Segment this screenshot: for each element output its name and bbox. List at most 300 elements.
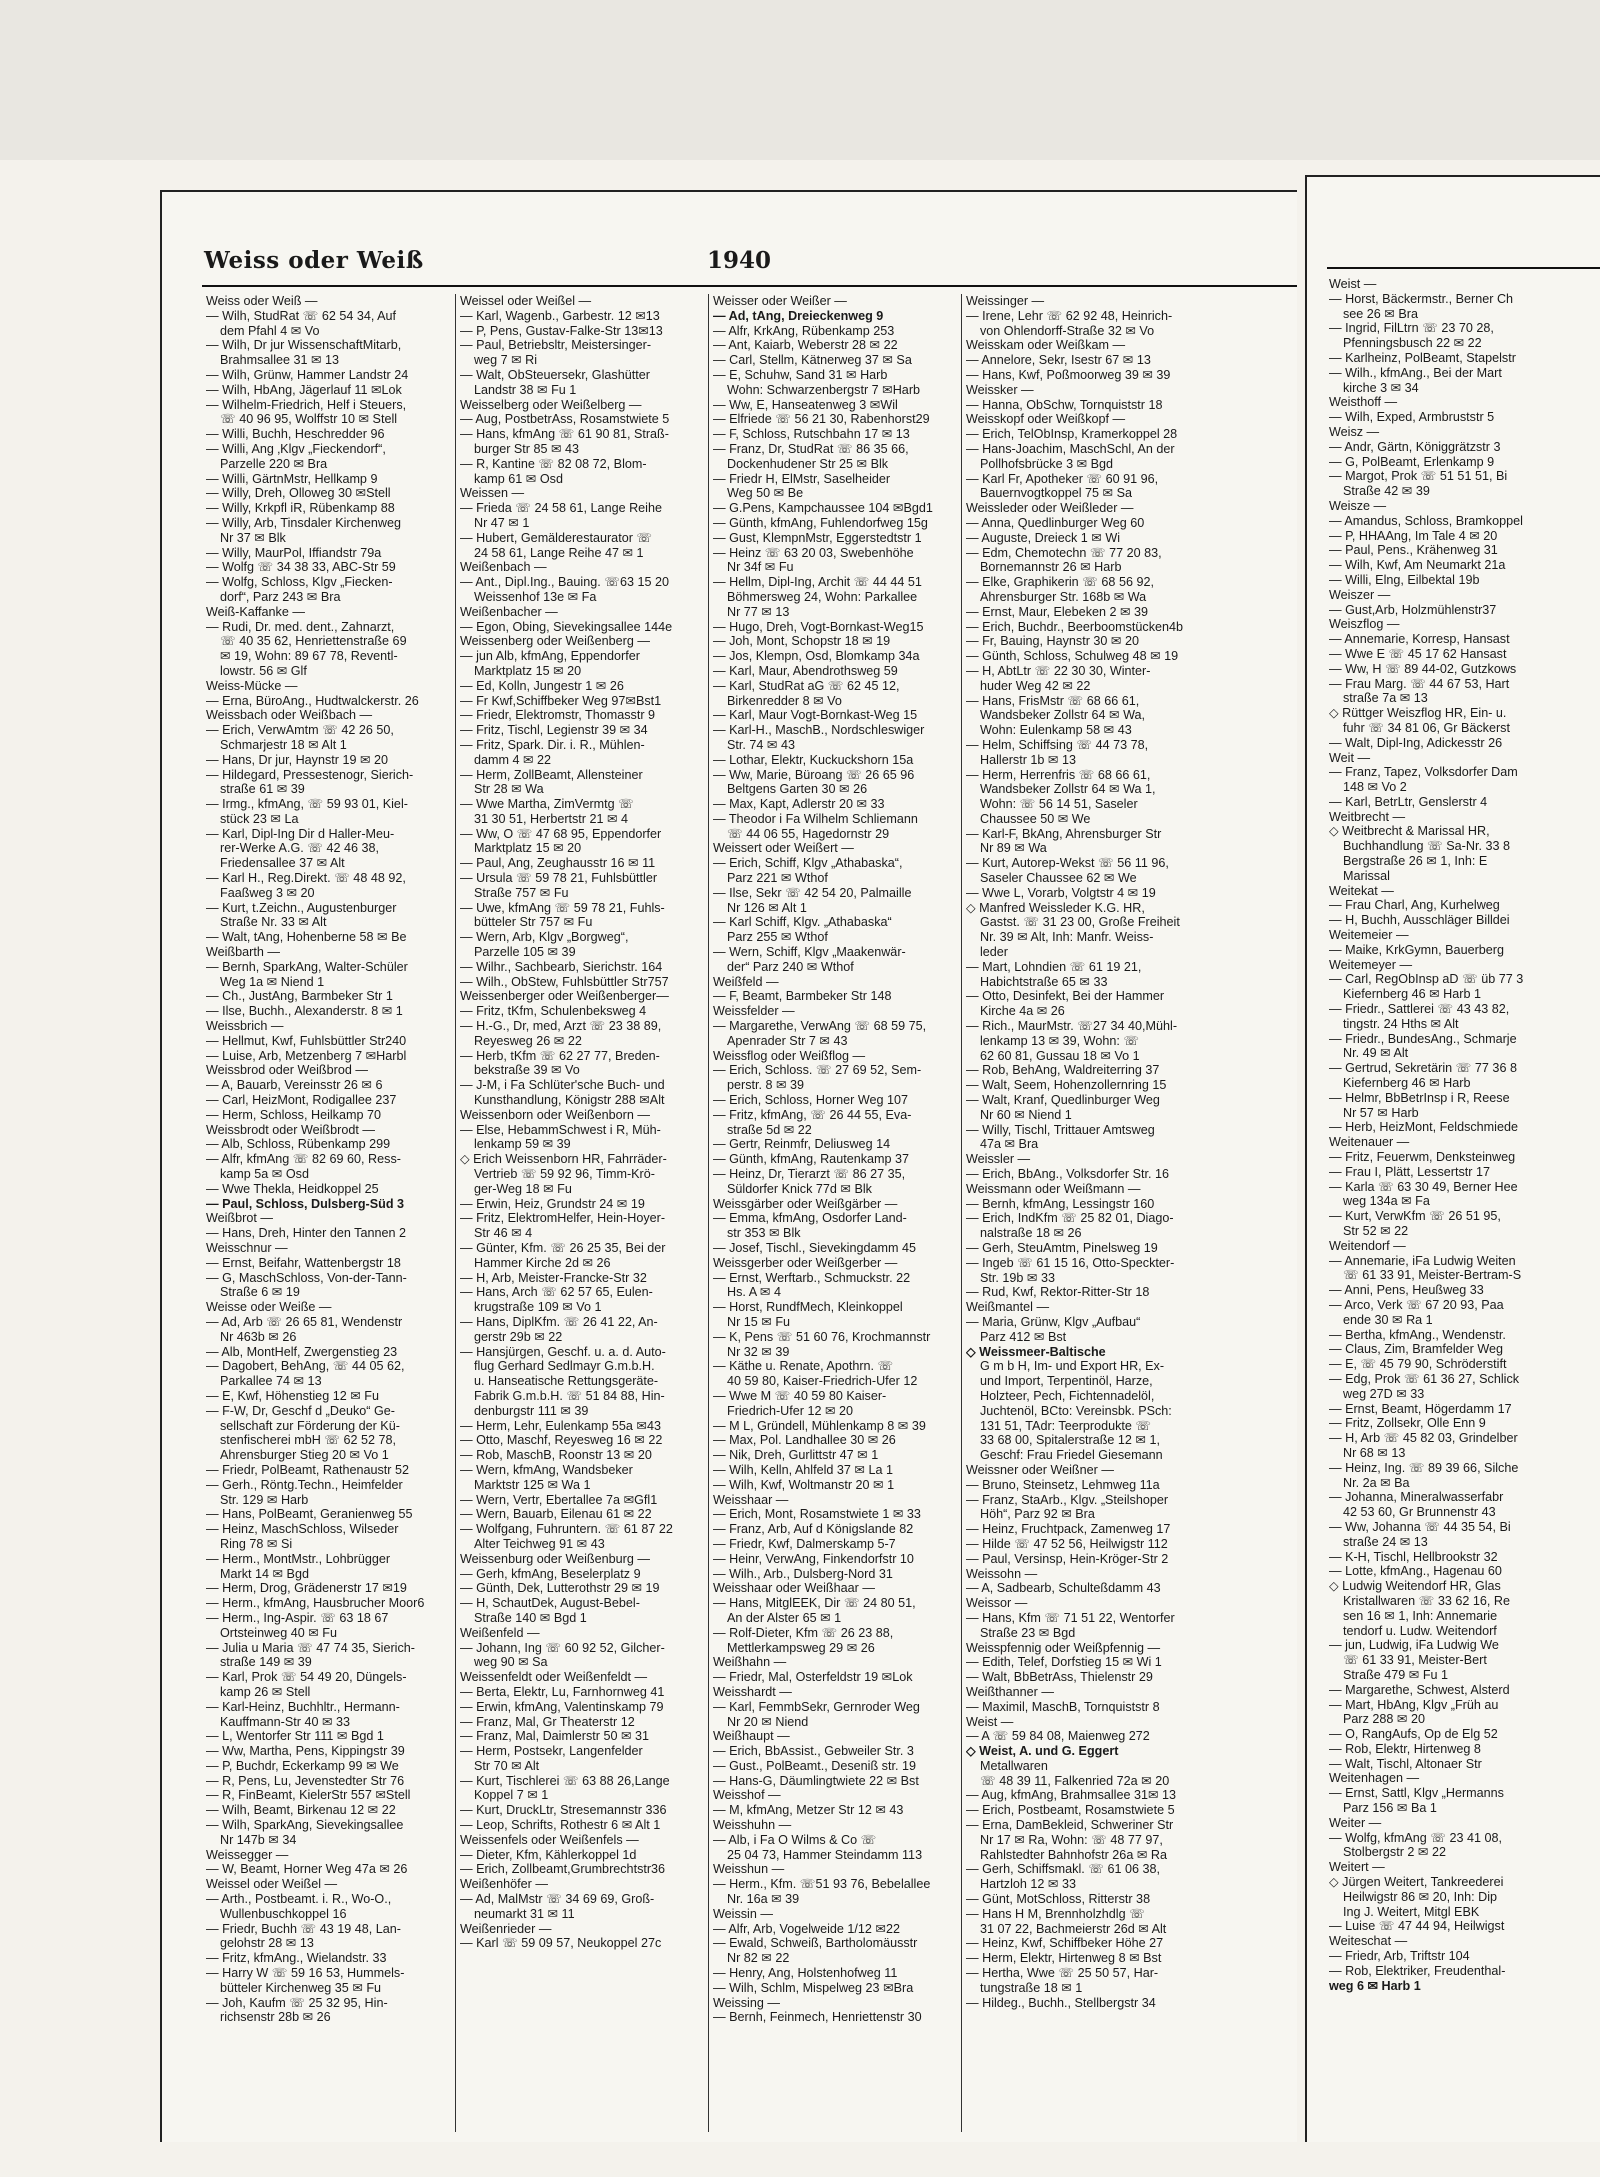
directory-entry: — Hertha, Wwe ☏ 25 50 57, Har- [966, 1966, 1159, 1981]
directory-entry: Weissenhof 13e ✉ Fa [474, 589, 597, 604]
directory-entry: nalstraße 18 ✉ 26 [980, 1226, 1082, 1241]
directory-entry: — Walt, Tischl, Altonaer Str [1329, 1756, 1482, 1771]
directory-entry: Böhmersweg 24, Wohn: Parkallee [727, 589, 918, 604]
directory-entry: — Hans H M, Brennholzhdlg ☏ [966, 1906, 1145, 1921]
directory-entry: — Ch., JustAng, Barmbeker Str 1 [206, 989, 393, 1004]
directory-entry: — Erich, Mont, Rosamstwiete 1 ✉ 33 [713, 1507, 921, 1522]
directory-entry: — Erich, IndKfm ☏ 25 82 01, Diago- [966, 1211, 1174, 1226]
directory-entry: — Ant., Dipl.Ing., Bauing. ☏63 15 20 [460, 575, 669, 590]
page-year: 1940 [707, 247, 772, 274]
directory-entry: gelohstr 28 ✉ 13 [220, 1936, 314, 1951]
entry-heading: Weisshardt — [713, 1684, 792, 1699]
directory-entry: — Erwin, kfmAng, Valentinskamp 79 [460, 1699, 664, 1714]
next-page-edge [1305, 175, 1600, 2142]
directory-entry: — H.-G., Dr, med, Arzt ☏ 23 38 89, [460, 1019, 662, 1034]
directory-entry: — Amandus, Schloss, Bramkoppel [1329, 513, 1523, 528]
directory-entry: — Theodor i Fa Wilhelm Schliemann [713, 811, 918, 826]
directory-entry: — A, Bauarb, Vereinsstr 26 ✉ 6 [206, 1078, 383, 1093]
directory-entry: — Wern, Arb, Klgv „Borgweg“, [460, 930, 629, 945]
directory-entry: — Aug, kfmAng, Brahmsallee 31✉ 13 [966, 1788, 1177, 1803]
directory-entry: Wohn: Schwarzenbergstr 7 ✉Harb [727, 382, 921, 397]
directory-entry: — Erich, BbAssist., Gebweiler Str. 3 [713, 1744, 914, 1759]
directory-entry: Nr 37 ✉ Blk [220, 530, 286, 545]
directory-entry: — Annelore, Sekr, Isestr 67 ✉ 13 [966, 353, 1151, 368]
directory-entry: — Hugo, Dreh, Vogt-Bornkast-Weg15 [713, 619, 924, 634]
header-rule [202, 285, 1297, 287]
directory-entry: — Helm, Schiffsing ☏ 44 73 78, [966, 737, 1149, 752]
directory-entry: — Wilh, Grünw, Hammer Landstr 24 [206, 367, 409, 382]
directory-entry: — Ww, E, Hanseatenweg 3 ✉Wil [713, 397, 898, 412]
directory-entry: ◇ Weist, A. und G. Eggert [966, 1744, 1119, 1759]
directory-entry: — Josef, Tischl., Sievekingdamm 45 [713, 1241, 916, 1255]
directory-entry: — Hans, PolBeamt, Geranienweg 55 [206, 1507, 413, 1522]
directory-entry: — Maximil, MaschB, Tornquiststr 8 [966, 1699, 1160, 1714]
directory-entry: — jun Alb, kfmAng, Eppendorfer [460, 649, 640, 664]
entry-heading: Weissgärber oder Weißgärber — [713, 1196, 898, 1211]
directory-entry: — Karl, StudRat aG ☏ 62 45 12, [713, 678, 900, 693]
directory-entry: Parz 412 ✉ Bst [980, 1329, 1067, 1344]
directory-entry: Straße 757 ✉ Fu [474, 885, 569, 900]
directory-entry: — Hubert, Gemälderestaurator ☏ [460, 530, 653, 545]
directory-entry: Str 28 ✉ Wa [474, 782, 544, 797]
directory-entry: Parz 288 ✉ 20 [1343, 1712, 1425, 1727]
column-1 [202, 294, 455, 2132]
directory-entry: — Maria, Grünw, Klgv „Aufbau“ [966, 1314, 1141, 1329]
directory-entry: — Wilh., Arb., Dulsberg-Nord 31 [713, 1566, 893, 1581]
directory-entry: Kirche 4a ✉ 26 [980, 1004, 1065, 1019]
directory-entry: — Erich, BbAng., Volksdorfer Str. 16 [966, 1167, 1169, 1182]
directory-entry: — Wilh, Exped, Armbruststr 5 [1329, 410, 1495, 425]
directory-entry: — Franz, Arb, Auf d Königslande 82 [713, 1522, 914, 1537]
directory-entry: — Erich, Buchdr., Beerboomstücken4b [966, 619, 1184, 634]
directory-entry: Reyesweg 26 ✉ 22 [474, 1033, 582, 1048]
directory-entry: Alter Teichweg 91 ✉ 43 [474, 1536, 605, 1551]
directory-entry: — Horst, RundfMech, Kleinkoppel [713, 1300, 903, 1315]
directory-entry: — Annemarie, iFa Ludwig Weiten [1329, 1253, 1516, 1268]
directory-entry: — Karl-H., MaschB., Nordschleswiger [713, 723, 925, 738]
directory-entry: — Gerh, kfmAng, Beselerplatz 9 [460, 1566, 641, 1581]
entry-heading: Weissegger — [206, 1847, 289, 1862]
directory-entry: Stolbergstr 2 ✉ 22 [1343, 1845, 1446, 1860]
directory-entry: — Gertr, Reinmfr, Deliusweg 14 [713, 1137, 891, 1152]
directory-entry: Nr 77 ✉ 13 [727, 604, 790, 619]
entry-heading: Weissinger — [966, 294, 1045, 308]
directory-entry: — K, Pens ☏ 51 60 76, Krochmannstr [713, 1329, 931, 1344]
directory-entry: — Friedr, Kwf, Dalmerskamp 5-7 [713, 1536, 896, 1551]
directory-entry: — Hans, Dreh, Hinter den Tannen 2 [206, 1226, 406, 1241]
directory-entry: — Karl, BetrLtr, Genslerstr 4 [1329, 794, 1488, 809]
directory-entry: Nr 57 ✉ Harb [1343, 1105, 1419, 1120]
directory-entry: Ahrensburger Str. 168b ✉ Wa [980, 589, 1147, 604]
directory-entry: Saseler Chaussee 62 ✉ We [980, 871, 1137, 886]
entry-heading: Weisshof — [713, 1788, 781, 1803]
directory-entry: Str. 129 ✉ Harb [220, 1492, 309, 1507]
directory-entry: — Wolfgang, Fuhruntern. ☏ 61 87 22 [460, 1522, 673, 1537]
directory-entry: — Annemarie, Korresp, Hansast [1329, 632, 1510, 647]
directory-entry: — Wwe E ☏ 45 17 62 Hansast [1329, 646, 1507, 661]
directory-entry: flug Gerhard Sedlmayr G.m.b.H. [474, 1359, 655, 1374]
directory-entry: Dockenhudener Str 25 ✉ Blk [727, 456, 889, 471]
directory-entry: — Erich, TelObInsp, Kramerkoppel 28 [966, 427, 1178, 442]
directory-entry: Marissal [1343, 868, 1390, 883]
directory-entry: — Friedr., BundesAng., Schmarje [1329, 1031, 1517, 1046]
directory-entry: straße 61 ✉ 39 [220, 782, 305, 797]
directory-entry: — Günt, MotSchloss, Ritterstr 38 [966, 1892, 1151, 1907]
directory-entry: — Fritz, Zollsekr, Olle Enn 9 [1329, 1416, 1486, 1431]
directory-entry: — Walt, Seem, Hohenzollernring 15 [966, 1078, 1167, 1093]
directory-entry: — Kurt, VerwKfm ☏ 26 51 95, [1329, 1209, 1501, 1224]
directory-entry: Nr 82 ✉ 22 [727, 1951, 790, 1966]
entry-heading: Weiter — [1329, 1815, 1382, 1830]
directory-entry: — E, Kwf, Höhenstieg 12 ✉ Fu [206, 1388, 379, 1403]
directory-entry: ◇ Ludwig Weitendorf HR, Glas [1329, 1579, 1501, 1594]
directory-entry: — Margarethe, VerwAng ☏ 68 59 75, [713, 1019, 927, 1034]
directory-entry: — Otto, Desinfekt, Bei der Hammer [966, 989, 1165, 1004]
directory-entry: — Arth., Postbeamt. i. R., Wo-O., [206, 1892, 392, 1907]
directory-entry: — Heinz, Ing. ☏ 89 39 66, Silche [1329, 1460, 1519, 1475]
directory-entry: und Import, Terpentinöl, Harze, [980, 1374, 1153, 1389]
directory-entry: — Max, Kapt, Adlerstr 20 ✉ 33 [713, 797, 885, 812]
directory-entry: — Ed, Kolln, Jungestr 1 ✉ 26 [460, 678, 624, 693]
directory-entry: — Dagobert, BehAng, ☏ 44 05 62, [206, 1359, 405, 1374]
directory-entry: — Günth, Schloss, Schulweg 48 ✉ 19 [966, 649, 1179, 664]
directory-entry: — H, SchautDek, August-Bebel- [460, 1596, 640, 1611]
directory-entry: lenkamp 13 ✉ 39, Wohn: ☏ [980, 1033, 1140, 1048]
directory-entry: — Erich, Schloss. ☏ 27 69 52, Sem- [713, 1063, 922, 1078]
directory-entry: Str. 74 ✉ 43 [727, 737, 795, 752]
entry-heading: Weissbrich — [206, 1019, 284, 1034]
directory-entry: kamp 5a ✉ Osd [220, 1167, 309, 1182]
directory-entry: — Herm., kfmAng, Hausbrucher Moor6 [206, 1596, 425, 1611]
entry-heading: Weiteschat — [1329, 1934, 1408, 1949]
directory-entry: Parz 255 ✉ Wthof [727, 930, 828, 945]
directory-entry: — Heinr, VerwAng, Finkendorfstr 10 [713, 1551, 914, 1566]
directory-page [160, 190, 1297, 2142]
directory-entry: — Hans-G, Däumlingtwiete 22 ✉ Bst [713, 1773, 919, 1788]
directory-entry: — Erna, BüroAng., Hudtwalckerstr. 26 [206, 693, 419, 708]
directory-entry: ☏ 40 96 95, Wolffstr 10 ✉ Stell [220, 412, 398, 427]
directory-entry: Markt 14 ✉ Bgd [220, 1566, 309, 1581]
directory-entry: Pfenningsbusch 22 ✉ 22 [1343, 336, 1482, 351]
entry-heading: Weissel oder Weißel — [206, 1877, 338, 1892]
directory-entry: — Rudi, Dr. med. dent., Zahnarzt, [206, 619, 395, 634]
directory-entry: Nr 20 ✉ Niend [727, 1714, 809, 1729]
directory-entry: Koppel 7 ✉ 1 [474, 1788, 549, 1803]
directory-entry: — F, Schloss, Rutschbahn 17 ✉ 13 [713, 427, 910, 442]
directory-entry: — Ww, H ☏ 89 44-02, Gutzkows [1329, 661, 1517, 676]
directory-entry: Rahlstedter Bahnhofstr 26a ✉ Ra [980, 1847, 1167, 1862]
directory-entry: weg 134a ✉ Fa [1343, 1194, 1430, 1209]
directory-entry: — Kurt, DruckLtr, Stresemannstr 336 [460, 1803, 667, 1818]
directory-entry: stenfischerei mbH ☏ 62 52 78, [220, 1433, 397, 1448]
directory-entry: — Kurt, Autorep-Wekst ☏ 56 11 96, [966, 856, 1169, 871]
directory-entry: — Elke, Graphikerin ☏ 68 56 92, [966, 575, 1154, 590]
directory-entry: Nr 32 ✉ 39 [727, 1344, 790, 1359]
directory-entry: — Ww, Martha, Pens, Kippingstr 39 [206, 1744, 405, 1759]
directory-entry: — Margot, Prok ☏ 51 51 51, Bi [1329, 469, 1508, 484]
directory-entry: Wandsbeker Zollstr 64 ✉ Wa 1, [980, 782, 1156, 797]
directory-entry: — Ursula ☏ 59 78 21, Fuhlsbüttler [460, 871, 658, 886]
directory-entry: — Willy, MaurPol, Iffiandstr 79a [206, 545, 382, 560]
directory-entry: — Berta, Elektr, Lu, Farnhornweg 41 [460, 1684, 665, 1699]
directory-entry: — Helmr, BbBetrInsp i R, Reese [1329, 1090, 1510, 1105]
directory-entry: kirche 3 ✉ 34 [1343, 380, 1419, 395]
directory-entry: — Jos, Klempn, Osd, Blomkamp 34a [713, 649, 920, 664]
directory-entry: — Franz, Mal, Daimlerstr 50 ✉ 31 [460, 1729, 650, 1744]
directory-entry: Parz 156 ✉ Ba 1 [1343, 1801, 1437, 1816]
directory-entry: Ahrensburger Stieg 20 ✉ Vo 1 [220, 1448, 389, 1463]
entry-heading: Weissner oder Weißner — [966, 1462, 1114, 1477]
directory-entry: — Karl Schiff, Klgv. „Athabaska“ [713, 915, 892, 930]
directory-entry: — Auguste, Dreieck 1 ✉ Wi [966, 530, 1121, 545]
directory-entry: ☏ 40 35 62, Henriettenstraße 69 [220, 634, 407, 649]
directory-entry: — Herb, HeizMont, Feldschmiede [1329, 1120, 1518, 1135]
entry-heading: Weissker — [966, 382, 1034, 397]
directory-entry: Kunsthandlung, Königstr 288 ✉Alt [474, 1093, 665, 1108]
directory-entry: — Karl, Maur, Abendrothsweg 59 [713, 663, 898, 678]
directory-entry: — Franz, Tapez, Volksdorfer Dam [1329, 765, 1518, 780]
directory-entry: — R, FinBeamt, KielerStr 557 ✉Stell [206, 1788, 411, 1803]
directory-entry: — Wilh, Kwf, Am Neumarkt 21a [1329, 558, 1506, 573]
entry-heading: Weissenberg oder Weißenberg — [460, 634, 650, 649]
directory-entry: ☏ 44 06 55, Hagedornstr 29 [727, 826, 890, 841]
directory-entry: — Nik, Dreh, Gurlittstr 47 ✉ 1 [713, 1448, 879, 1463]
directory-entry: Süldorfer Knick 77d ✉ Blk [727, 1181, 872, 1196]
directory-entry: Hartzloh 12 ✉ 33 [980, 1877, 1076, 1892]
directory-entry: Ortsteinweg 40 ✉ Fu [220, 1625, 337, 1640]
directory-entry: — Ad, tAng, Dreieckenweg 9 [713, 308, 884, 323]
entry-heading: Weissing — [713, 1995, 780, 2010]
directory-entry: — Hans, MitglEEK, Dir ☏ 24 80 51, [713, 1596, 916, 1611]
entry-heading: Weißbrot — [206, 1211, 273, 1226]
directory-entry: — Rob, Elektriker, Freudenthal- [1329, 1963, 1506, 1978]
directory-entry: — Wilh., ObStew, Fuhlsbüttler Str757 [460, 974, 669, 989]
directory-entry: — R, Pens, Lu, Jevenstedter Str 76 [206, 1773, 405, 1788]
directory-entry: dorf“, Parz 243 ✉ Bra [220, 589, 341, 604]
directory-entry: — Kurt, Tischlerei ☏ 63 88 26,Lange [460, 1773, 670, 1788]
directory-entry: — Mart, Lohndien ☏ 61 19 21, [966, 959, 1142, 974]
directory-entry: — Wilh, HbAng, Jägerlauf 11 ✉Lok [206, 382, 402, 397]
directory-entry: — Willi, Ang ‚Klgv „Fieckendorf“, [206, 441, 386, 456]
directory-entry: Parkallee 74 ✉ 13 [220, 1374, 322, 1389]
directory-entry: — Erich, Postbeamt, Rosamstwiete 5 [966, 1803, 1175, 1818]
directory-entry: Marktplatz 15 ✉ 20 [474, 663, 582, 678]
entry-heading: Weisshaar — [713, 1492, 789, 1507]
directory-entry: — Gust, KlempnMstr, Eggerstedtstr 1 [713, 530, 922, 545]
directory-entry: — G, PolBeamt, Erlenkamp 9 [1329, 454, 1495, 469]
directory-entry: Nr 34f ✉ Fu [727, 560, 794, 575]
entry-heading: Weissenfels oder Weißenfels — [460, 1832, 639, 1847]
directory-entry: — Rob, BehAng, Waldreiterring 37 [966, 1063, 1160, 1078]
directory-entry: — Erich, VerwAmtm ☏ 42 26 50, [206, 723, 394, 738]
directory-entry: — Herm, ZollBeamt, Allensteiner [460, 767, 643, 782]
directory-entry: — Egon, Obing, Sievekingsallee 144e [460, 619, 673, 634]
directory-entry: — Karl-F, BkAng, Ahrensburger Str [966, 826, 1162, 841]
directory-entry: weg 27D ✉ 33 [1343, 1386, 1425, 1401]
directory-entry: — Margarethe, Schwest, Alsterd [1329, 1682, 1510, 1697]
directory-entry: — Paul, Schloss, Dulsberg-Süd 3 [206, 1196, 405, 1211]
directory-entry: — E, ☏ 45 79 90, Schröderstift [1329, 1357, 1507, 1372]
entry-heading: Weisskopf oder Weißkopf — [966, 412, 1126, 427]
directory-entry: Höh“, Parz 92 ✉ Bra [980, 1507, 1095, 1522]
entry-heading: Weist — [966, 1714, 1014, 1729]
directory-entry: — H, Arb ☏ 45 82 03, Grindelber [1329, 1431, 1518, 1446]
directory-entry: Holzteer, Pech, Fichtennadelöl, [980, 1388, 1155, 1403]
directory-entry: Parzelle 220 ✉ Bra [220, 456, 328, 471]
directory-entry: — Friedr., Sattlerei ☏ 43 43 82, [1329, 1002, 1510, 1017]
directory-entry: straße 149 ✉ 39 [220, 1655, 312, 1670]
directory-entry: — Aug, PostbetrAss, Rosamstwiete 5 [460, 412, 670, 427]
entry-heading: Weißbarth — [206, 945, 280, 960]
directory-entry: Chaussee 50 ✉ We [980, 811, 1091, 826]
directory-entry: richsenstr 28b ✉ 26 [220, 2010, 331, 2025]
directory-entry: — M L, Gründell, Mühlenkamp 8 ✉ 39 [713, 1418, 926, 1433]
directory-entry: Buchhandlung ☏ Sa-Nr. 33 8 [1343, 839, 1510, 854]
directory-entry: Straße 6 ✉ 19 [220, 1285, 300, 1300]
directory-entry: Str 52 ✉ 22 [1343, 1224, 1409, 1238]
directory-entry: Straße 479 ✉ Fu 1 [1343, 1667, 1449, 1682]
column-2 [455, 294, 708, 2132]
directory-entry: — P, HHAAng, Im Tale 4 ✉ 20 [1329, 528, 1498, 543]
directory-entry: — Gust,Arb, Holzmühlenstr37 [1329, 602, 1497, 617]
directory-entry: krugstraße 109 ✉ Vo 1 [474, 1300, 602, 1315]
entry-heading: Weiss oder Weiß — [206, 294, 318, 308]
directory-entry: str 353 ✉ Blk [727, 1226, 801, 1241]
directory-entry: — Herm, Drog, Grädenerstr 17 ✉19 [206, 1581, 407, 1596]
directory-entry: — Lotte, kfmAng., Hagenau 60 [1329, 1564, 1502, 1579]
directory-entry: — Wolfg ☏ 34 38 33, ABC-Str 59 [206, 560, 396, 575]
directory-entry: ◇ Jürgen Weitert, Tankreederei [1329, 1875, 1504, 1890]
directory-entry: denburgstr 111 ✉ 39 [474, 1403, 589, 1418]
directory-entry: — Anni, Pens, Heußweg 33 [1329, 1283, 1484, 1298]
directory-entry: — Rud, Kwf, Rektor-Ritter-Str 18 [966, 1285, 1150, 1300]
directory-entry: — Karlheinz, PolBeamt, Stapelstr [1329, 350, 1516, 365]
directory-entry: ◇ Weitbrecht & Marissal HR, [1329, 824, 1490, 839]
directory-entry: ✉ 19, Wohn: 89 67 78, Reventl- [220, 649, 398, 664]
directory-entry: — Willi, GärtnMstr, Hellkamp 9 [206, 471, 378, 486]
directory-entry: — Karl, Prok ☏ 54 49 20, Düngels- [206, 1670, 407, 1685]
directory-entry: — Erich, Schloss, Horner Weg 107 [713, 1093, 909, 1108]
entry-heading: Weissfelder — [713, 1004, 795, 1019]
directory-entry: ger-Weg 18 ✉ Fu [474, 1181, 572, 1196]
directory-entry: — Friedr, PolBeamt, Rathenaustr 52 [206, 1462, 409, 1477]
directory-entry: Habichtstraße 65 ✉ 33 [980, 974, 1108, 989]
entry-heading: Weißenhöfer — [460, 1877, 548, 1892]
entry-heading: Weissbrod oder Weißbrod — [206, 1063, 368, 1078]
entry-heading: Weitbrecht — [1329, 809, 1406, 824]
directory-entry: Metallwaren [980, 1758, 1048, 1773]
directory-entry: — Rob, MaschB, Roonstr 13 ✉ 20 [460, 1448, 652, 1463]
directory-entry: — Wwe Martha, ZimVermtg ☏ [460, 797, 634, 812]
directory-entry: — Karl-Heinz, Buchhltr., Hermann- [206, 1699, 400, 1714]
directory-entry: — Herm., Kfm. ☏51 93 76, Bebelallee [713, 1877, 931, 1892]
directory-entry: Weg 50 ✉ Be [727, 486, 804, 501]
directory-entry: neumarkt 31 ✉ 11 [474, 1906, 575, 1921]
directory-entry: Nr 126 ✉ Alt 1 [727, 900, 807, 915]
directory-entry: — Wilh, Kelln, Ahlfeld 37 ✉ La 1 [713, 1462, 893, 1477]
directory-entry: von Ohlendorff-Straße 32 ✉ Vo [980, 323, 1155, 338]
entry-heading: Weißenbacher — [460, 604, 558, 619]
directory-entry: — Hans, kfmAng ☏ 61 90 81, Straß- [460, 427, 669, 442]
directory-entry: tingstr. 24 Hths ✉ Alt [1343, 1016, 1459, 1031]
entry-heading: Weisshuhn — [713, 1818, 792, 1833]
directory-entry: — jun, Ludwig, iFa Ludwig We [1329, 1638, 1499, 1653]
directory-entry: — Rolf-Dieter, Kfm ☏ 26 23 88, [713, 1625, 894, 1640]
directory-entry: — Ingrid, FilLtrn ☏ 23 70 28, [1329, 321, 1494, 336]
directory-entry: — Hans, DiplKfm. ☏ 26 41 22, An- [460, 1314, 658, 1329]
directory-entry: — Ww, Marie, Büroang ☏ 26 65 96 [713, 767, 915, 782]
directory-entry: — Alb, i Fa O Wilms & Co ☏ [713, 1832, 877, 1847]
directory-entry: kamp 26 ✉ Stell [220, 1684, 311, 1699]
entry-heading: Weißhaupt — [713, 1729, 790, 1744]
directory-entry: — Alfr, kfmAng ☏ 82 69 60, Ress- [206, 1152, 401, 1167]
directory-entry: — Ingeb ☏ 61 15 16, Otto-Speckter- [966, 1255, 1175, 1270]
directory-entry: ☏ 61 33 91, Meister-Bertram-S [1343, 1268, 1522, 1283]
directory-entry: — Karl, Wagenb., Garbestr. 12 ✉13 [460, 308, 660, 323]
directory-entry: — Uwe, kfmAng ☏ 59 78 21, Fuhls- [460, 900, 665, 915]
directory-entry: — Julia u Maria ☏ 47 74 35, Sierich- [206, 1640, 415, 1655]
directory-entry: — Edith, Telef, Dorfstieg 15 ✉ Wi 1 [966, 1655, 1162, 1670]
directory-entry: — Hans, Arch ☏ 62 57 65, Eulen- [460, 1285, 653, 1300]
directory-entry: — G, MaschSchloss, Von-der-Tann- [206, 1270, 407, 1285]
directory-entry: — Willi, Buchh, Heschredder 96 [206, 427, 385, 442]
directory-entry: Marktplatz 15 ✉ 20 [474, 841, 582, 856]
directory-entry: — Karl H., Reg.Direkt. ☏ 48 48 92, [206, 871, 406, 886]
directory-entry: — Walt, tAng, Hohenberne 58 ✉ Be [206, 930, 407, 945]
directory-entry: — Dieter, Kfm, Kählerkoppel 1d [460, 1847, 637, 1862]
directory-entry: — Karl, FemmbSekr, Gernroder Weg [713, 1699, 920, 1714]
directory-entry: — Fr Kwf,Schiffbeker Weg 97✉Bst1 [460, 693, 662, 708]
next-page-header-rule [1327, 267, 1600, 269]
directory-entry: — Rob, Elektr, Hirtenweg 8 [1329, 1741, 1481, 1756]
directory-entry: — Franz, Dr, StudRat ☏ 86 35 66, [713, 441, 909, 456]
directory-entry: — Erich, Schiff, Klgv „Athabaska“, [713, 856, 903, 871]
directory-entry: — Irene, Lehr ☏ 62 92 48, Heinrich- [966, 308, 1173, 323]
entry-heading: Weißfeld — [713, 974, 779, 989]
directory-entry: — Frau Marg. ☏ 44 67 53, Hart [1329, 676, 1510, 691]
directory-entry: — P, Buchdr, Eckerkamp 99 ✉ We [206, 1758, 399, 1773]
entry-heading: Weissgerber oder Weißgerber — [713, 1255, 898, 1270]
directory-entry: — O, RangAufs, Op de Elg 52 [1329, 1727, 1498, 1742]
directory-entry: — Frau I, Plätt, Lessertstr 17 [1329, 1164, 1490, 1179]
directory-entry: — Frieda ☏ 24 58 61, Lange Reihe [460, 501, 662, 516]
directory-entry: — Günth, kfmAng, Rautenkamp 37 [713, 1152, 910, 1167]
directory-entry: — Bernh, Feinmech, Henriettenstr 30 [713, 2010, 922, 2025]
directory-entry: — Luise, Arb, Metzenberg 7 ✉Harbl [206, 1048, 407, 1063]
entry-heading: Weissflog oder Weißflog — [713, 1048, 866, 1063]
entry-heading: Weissenborn oder Weißenborn — [460, 1107, 650, 1122]
directory-entry: Brahmsallee 31 ✉ 13 [220, 353, 340, 368]
directory-entry: — E, Schuhw, Sand 31 ✉ Harb [713, 367, 888, 382]
directory-entry: — Bernh, kfmAng, Lessingstr 160 [966, 1196, 1155, 1211]
directory-entry: ☏ 61 33 91, Meister-Bert [1343, 1653, 1487, 1668]
entry-heading: Weiß-Kaffanke — [206, 604, 305, 619]
directory-entry: Wohn: Eulenkamp 58 ✉ 43 [980, 723, 1132, 738]
directory-entry: 131 51, TAdr: Teerprodukte ☏ [980, 1418, 1152, 1433]
directory-entry: gerstr 29b ✉ 22 [474, 1329, 563, 1344]
directory-entry: — Alb, Schloss, Rübenkamp 299 [206, 1137, 391, 1152]
directory-entry: — Bernh, SparkAng, Walter-Schüler [206, 959, 408, 974]
directory-entry: — Horst, Bäckermstr., Berner Ch [1329, 291, 1514, 306]
directory-entry: — Maike, KrkGymn, Bauerberg [1329, 942, 1504, 957]
directory-entry: Kauffmann-Str 40 ✉ 33 [220, 1714, 351, 1729]
directory-entry: — Willy, Krkpfl iR, Rübenkamp 88 [206, 501, 395, 516]
directory-entry: — Franz, StaArb., Klgv. „Steilshoper [966, 1492, 1169, 1507]
directory-entry: Hallerstr 1b ✉ 13 [980, 752, 1076, 767]
directory-entry: — L, Wentorfer Str 111 ✉ Bgd 1 [206, 1729, 384, 1744]
directory-entry: — Ad, MalMstr ☏ 34 69 69, Groß- [460, 1892, 655, 1907]
directory-entry: — Gerh., Röntg.Techn., Heimfelder [206, 1477, 403, 1492]
